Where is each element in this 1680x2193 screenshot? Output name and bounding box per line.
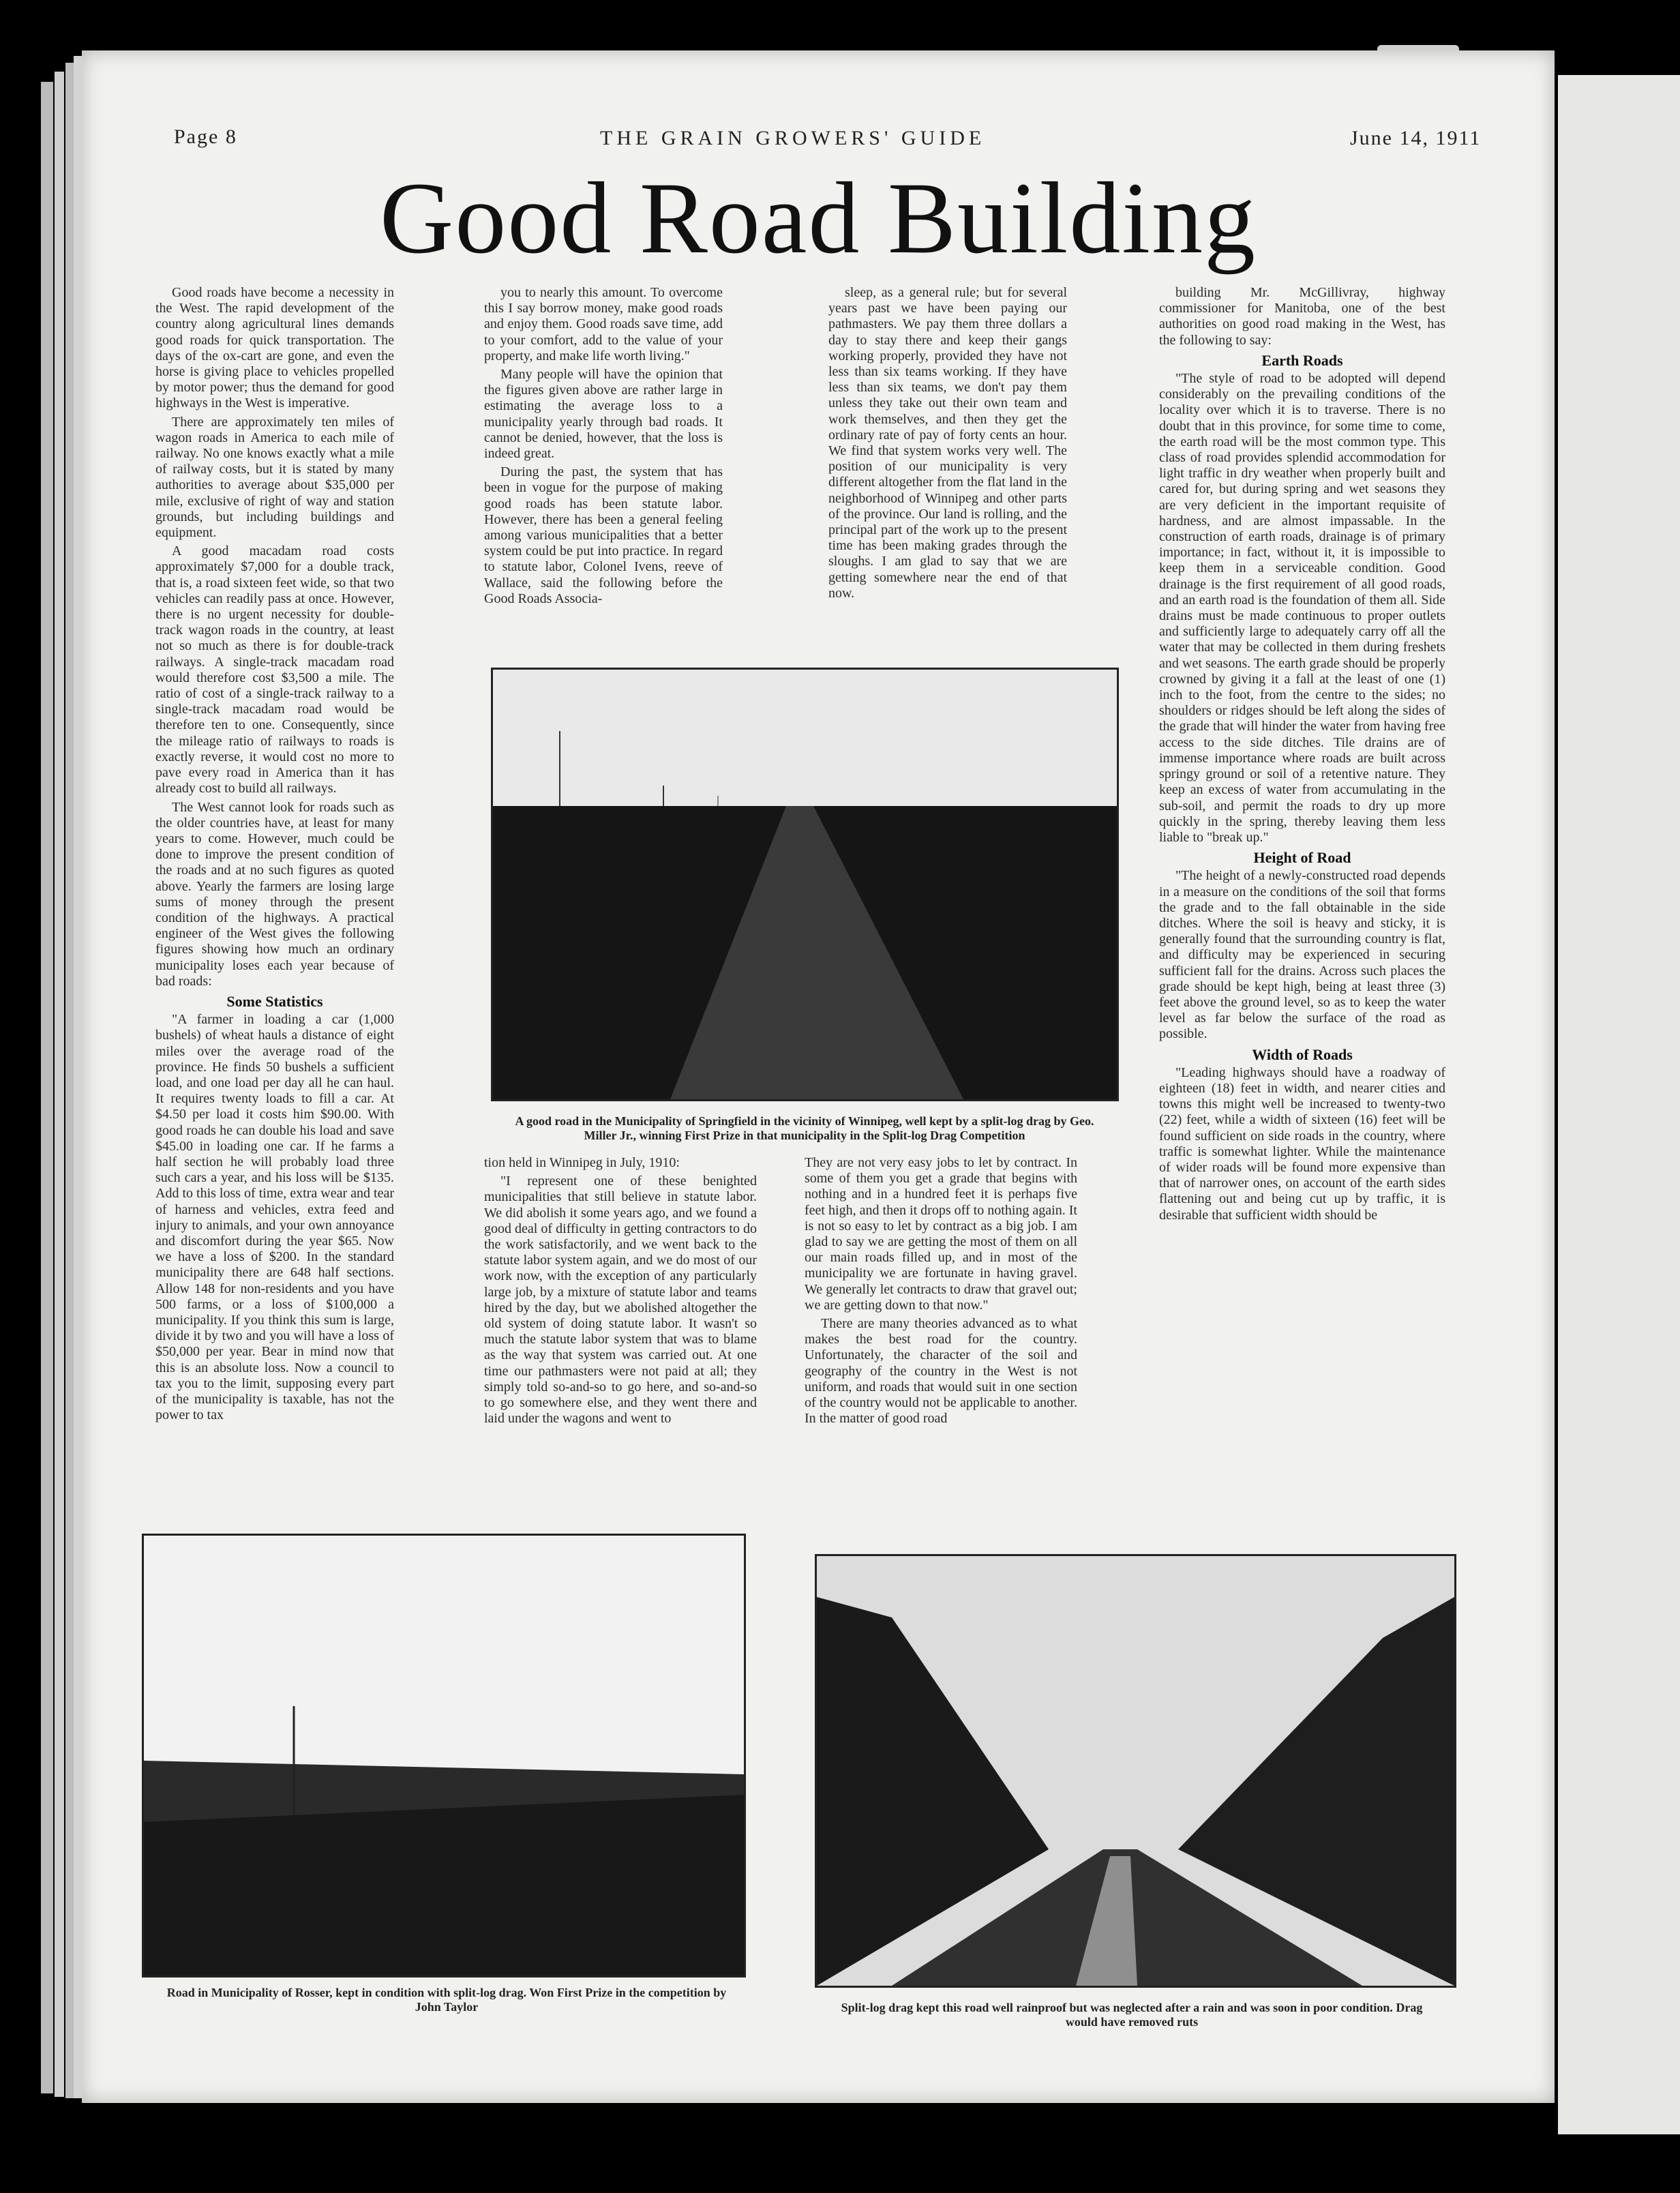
paragraph: tion held in Winnipeg in July, 1910: (484, 1155, 680, 1170)
photo-rutted-road (815, 1554, 1456, 1988)
section-heading: Height of Road (1253, 849, 1351, 867)
paragraph: sleep, as a general rule; but for several years past we have been paying our pathmasters. We pay them three dollars a day to stay there and keep their gangs working properly, provided they have not less than six teams working. If they have less than six teams, we don't pay them unless they take out their own team and work themselves, and then they get the ordinary rate of pay of forty cents an hour. We find that system works very well. The position of our municipality is very different altogether from the flat land in the neighborhood of Winnipeg and other parts of the province. Our land is rolling, and the principal part of the work up to the present time has been making grades through the sloughs. I am glad to say that we are getting somewhere near the end of that now. (828, 285, 1067, 601)
page-edge (65, 63, 74, 2098)
column-3-top (828, 285, 1067, 640)
paragraph: building Mr. McGillivray, highway commissioner for Manitoba, one of the best authorities on good road making in the West, has the following to say: (1159, 285, 1445, 348)
paragraph: you to nearly this amount. To overcome this I say borrow money, make good roads and enjoy them. Good roads save time, add to your comfort, add to the value of your property, and make life worth living." (484, 285, 723, 363)
paragraph: A good macadam road costs approximately $7,000 for a double track, that is, a road sixteen feet wide, so that two vehicles can readily pass at once. However, there is no urgent necessity for double-track wagon roads in the country, at least not so much as there is for double-track railways. A single-track macadam road would therefore cost $3,500 a mile. The ratio of cost of a single-track railway to a single-track macadam road would be therefore ten to one. Consequently, since the mileage ratio of railways to roads is exactly reverse, it would cost no more to pave every road in America than it has already cost to build all railways. (155, 543, 394, 796)
adjacent-page (1558, 75, 1680, 2134)
page-number: Page 8 (174, 125, 237, 148)
paragraph: The West cannot look for roads such as the older countries have, at least for many years to come. However, much could be done to improve the present condition of the roads and at no such figures as quoted above. Yearly the farmers are losing large sums of money through the present condition of the highways. A practical engineer of the West gives the following figures showing how much an ordinary municipality loses each year because of bad roads: (155, 799, 394, 989)
section-heading: Width of Roads (1252, 1045, 1353, 1063)
road-photo-image (493, 670, 1117, 1099)
section-heading: Earth Roads (1261, 351, 1343, 369)
section-heading: Some Statistics (226, 992, 323, 1010)
column-2-top (484, 285, 723, 640)
page-edge (74, 56, 82, 2098)
paragraph: "Leading highways should have a roadway of eighteen (18) feet in width, and nearer cities and towns this might well be increased to twenty-two (22) feet, while a width of sixteen (16) feet will be found sufficient on side roads in the country, where traffic is somewhat lighter. While the maintenance of wider roads will be found more expensive than that of narrower ones, on account of the earth sides flattening out and being cut up by traffic, it is desirable that sufficient width should be (1159, 1064, 1445, 1223)
photo-rosser-road (142, 1534, 746, 1978)
photo-springfield-road (491, 668, 1119, 1101)
caption-bottom-left-photo: Road in Municipality of Rosser, kept in condition with split-log drag. Won First Prize in the competition by John Taylor (166, 1986, 727, 2014)
column-3-bottom (805, 1155, 1077, 1571)
road-photo-image (817, 1556, 1454, 1986)
newspaper-page (82, 50, 1555, 2103)
paragraph: Many people will have the opinion that the figures given above are rather large in estimating the average loss to a municipality yearly through bad roads. It cannot be denied, however, that the loss is indeed great. (484, 367, 723, 462)
paragraph: They are not very easy jobs to let by contract. In some of them you get a grade that begins with nothing and in a hundred feet it is perhaps five feet high, and then it drops off to nothing again. It is not so easy to let by contract as a big job. I am glad to say we are getting the most of them on all our main roads filled up, and in most of the municipality we are fortunate in having gravel. We generally let contracts to draw that gravel out; we are getting down to that now." (805, 1155, 1077, 1313)
caption-center-photo: A good road in the Municipality of Springfield in the vicinity of Winnipeg, well kept by a split-log drag by Geo. Miller Jr., winning First Prize in that municipality in the Split-log Drag Competition (515, 1114, 1094, 1142)
paragraph: Good roads have become a necessity in the West. The rapid development of the country along agricultural lines demands good roads for quick transportation. The days of the ox-cart are gone, and even the horse is giving place to vehicles propelled by motor power; thus the demand for good highways in the West is imperative. (155, 285, 394, 411)
paragraph: "The style of road to be adopted will depend considerably on the prevailing conditions of the locality over which it is to traverse. There is no doubt that in this province, for some time to come, the earth road will be the most common type. This class of road provides splendid accommodation for light traffic in dry weather when properly built and cared for, but during spring and wet seasons they are very deficient in the important requisite of hardness, and are almost impassable. In the construction of earth roads, drainage is of primary importance; in fact, without it, it is impossible to keep them in a serviceable condition. Good drainage is the first requirement of all good roads, and an earth road is the foundation of them all. Side drains must be made continuous to proper outlets and sufficiently large to adequately carry off all the water that may be collected in them during freshets and wet seasons. The earth grade should be properly crowned by giving it a fall at the least of one (1) inch to the foot, from the centre to the sides; no shoulders or ridges should be left along the sides of the grade that will hinder the water from having free access to the side ditches. Tile drains are of immense importance where roads are built across springy ground or soil of a retentive nature. They keep an excess of water from accumulating in the sub-soil, and permit the roads to dry up more quickly in the spring, thereby leaving them less liable to "break up." (1159, 371, 1445, 845)
headline: Good Road Building (379, 162, 1257, 275)
page-edge (41, 82, 53, 2093)
page-edge (55, 72, 64, 2097)
road-photo-image (144, 1536, 744, 1975)
column-4 (1159, 285, 1445, 1574)
paragraph: "I represent one of these benighted municipalities that still believe in statute labor. We did abolish it some years ago, and we found a good deal of difficulty in getting contractors to do the work satisfactorily, and we went back to the statute labor system again, and we do most of our work now, with the exception of any particularly large job, by a mixture of statute labor and teams hired by the day, but we abolished altogether the old system of doing statute labor. It wasn't so much the statute labor system that was to blame as the way that system was carried out. At one time our pathmasters were not paid at all; they simply told so-and-so to go here, and so-and-so to go somewhere else, and they went there and laid under the wagons and went to (484, 1174, 757, 1427)
paragraph: "The height of a newly-constructed road depends in a measure on the conditions of the soil that forms the grade and to the fall obtainable in the side ditches. Where the soil is heavy and sticky, it is generally found that the surrounding country is flat, and difficulty may be experienced in securing sufficient fall for the drains. Across such places the grade should be kept high, being at least three (3) feet above the ground level, so as to keep the water level as far below the surface of the road as possible. (1159, 868, 1445, 1042)
column-2-bottom (484, 1155, 757, 1571)
paragraph: There are many theories advanced as to what makes the best road for the country. Unfortunately, the character of the soil and geography of the country in the West is not uniform, and roads that would suit in one section of the country would not be applicable to another. In the matter of good road (805, 1316, 1077, 1427)
paragraph: There are approximately ten miles of wagon roads in America to each mile of railway. No one knows exactly what a mile of railway costs, but it is stated by many authorities to average about $35,000 per mile, exclusive of right of way and station grounds, but including buildings and equipment. (155, 414, 394, 541)
publication-name: THE GRAIN GROWERS' GUIDE (600, 127, 986, 149)
paragraph: During the past, the system that has been in vogue for the purpose of making good roads has been statute labor. However, there has been a general feeling among various municipalities that a better system could be put into practice. In regard to statute labor, Colonel Ivens, reeve of Wallace, said the following before the Good Roads Associa- (484, 464, 723, 606)
column-1 (155, 285, 394, 1423)
paragraph: "A farmer in loading a car (1,000 bushels) of wheat hauls a distance of eight miles over the average road of the province. He finds 50 bushels a sufficient load, and one load per day all he can haul. It requires twenty loads to fill a car. At $4.50 per load it costs him $90.00. With good roads he can double his load and save $45.00 in loading one car. If he farms a half section he will probably load three such cars a year, and his loss will be $135. Add to this loss of time, extra wear and tear of harness and vehicles, extra feed and injury to animals, and your own annoyance and discomfort during the year $65. Now we have a loss of $200. In the standard municipality there are 648 half sections. Allow 148 for non-residents and you have 500 farms, or a loss of $100,000 a municipality. If you think this sum is large, divide it by two and you will have a loss of $50,000 per year. Bear in mind now that this is an absolute loss. Now a council to tax you to the limit, supposing every part of the municipality is taxable, has not the power to tax (155, 1012, 394, 1423)
caption-bottom-right-photo: Split-log drag kept this road well rainproof but was neglected after a rain and was soon in poor condition. Drag would have removed ruts (841, 2001, 1423, 2029)
issue-date: June 14, 1911 (1350, 127, 1482, 149)
